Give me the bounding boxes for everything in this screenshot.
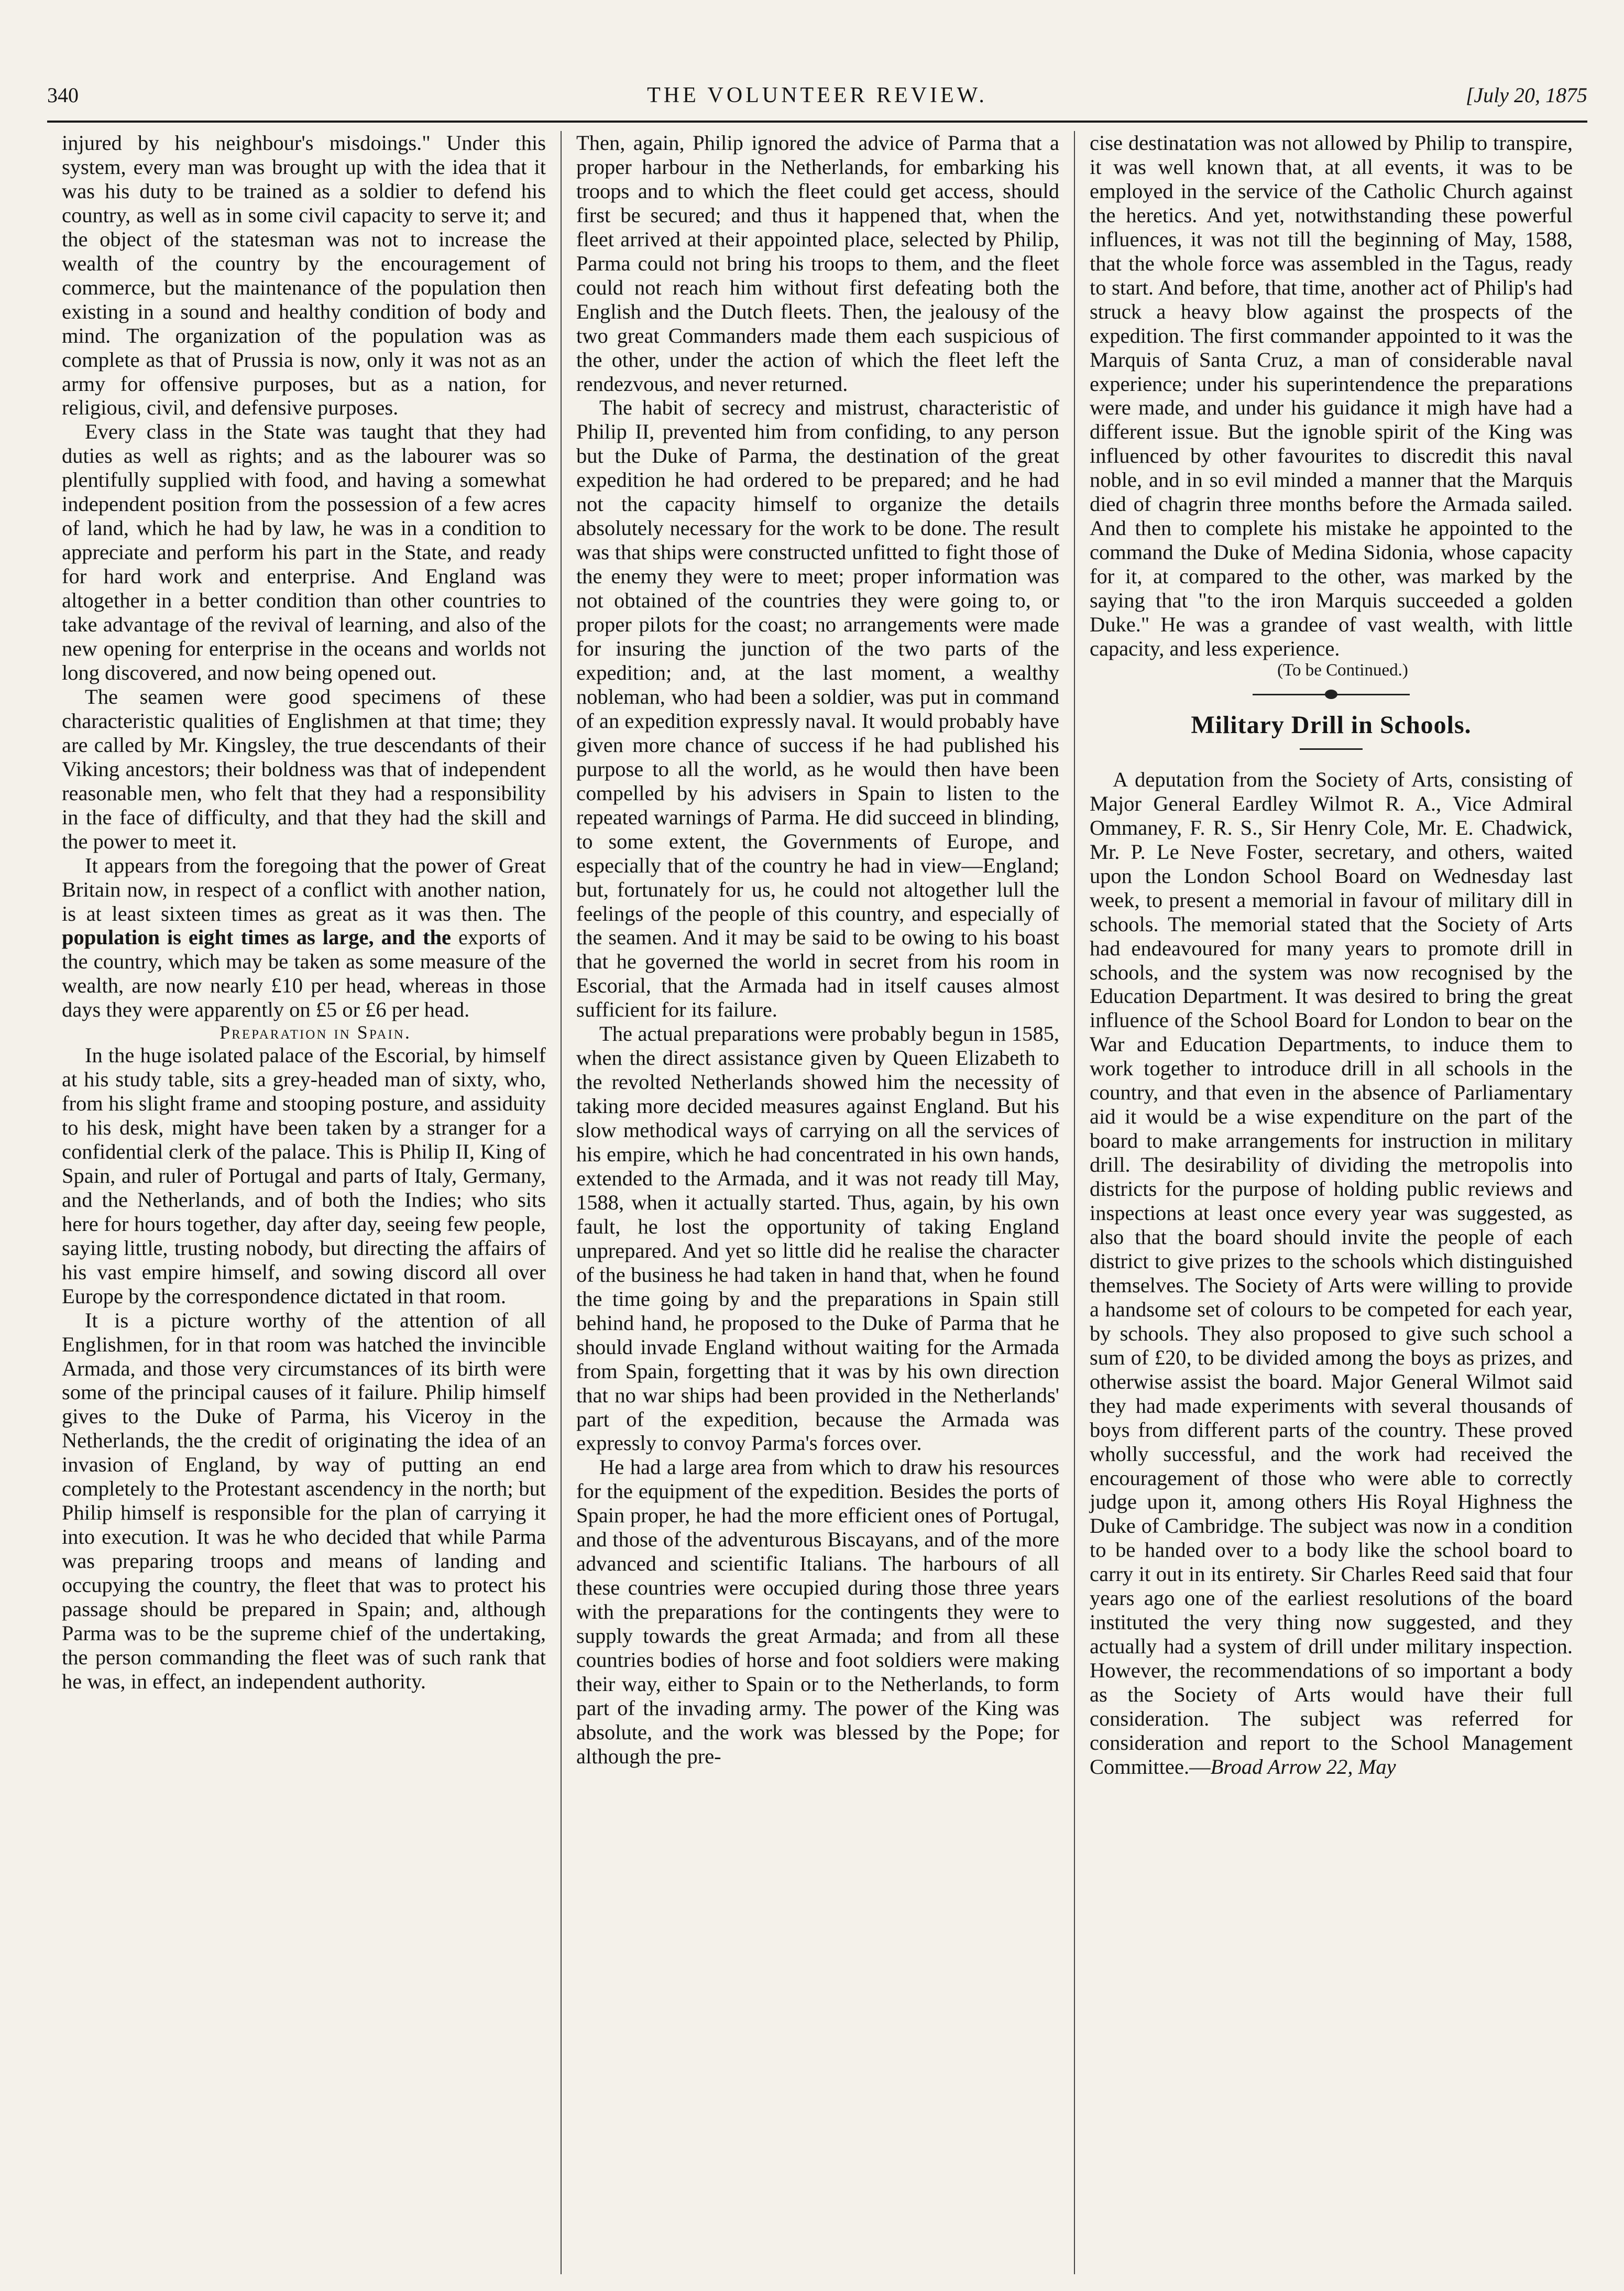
page-header [47, 79, 1587, 123]
paragraph: injured by his neighbour's misdoings." Under this system, every man was brought up with the idea that it was his duty to be trained as a soldier to defend his country, as well as in some civil capacity to serve it; and the object of the statesman was not to increase the wealth of the country by the encouragement of commerce, but the maintenance of the population then existing in a sound and healthy condition of body and mind. The organization of the population was as complete as that of Prussia is now, only it was not as an army for offensive purposes, but as a nation, for religious, civil, and defensive purposes. [62, 131, 546, 420]
ornamental-divider [1253, 694, 1410, 695]
paragraph: It is a picture worthy of the attention of all Englishmen, for in that room was hatched the invincible Armada, and those very circumstances of its birth were some of the principal causes of it failure. Philip himself gives to the Duke of Parma, his Viceroy in the Netherlands, the the credit of originating the idea of an invasion of England, by way of putting an end completely to the Protestant ascendency in the north; but Philip himself is responsible for the plan of carrying it into execution. It was he who decided that while Parma was preparing troops and means of landing and occupying the country, the fleet that was to protect his passage should be prepared in Spain; and, although Parma was to be the supreme chief of the undertaking, the person commanding the fleet was of such rank that he was, in effect, an independent authority. [62, 1308, 546, 1693]
paragraph: In the huge isolated palace of the Escorial, by himself at his study table, sits a grey-headed man of sixty, who, from his slight frame and stooping posture, and assiduity to his desk, might have been taken by a stranger for a confidential clerk of the palace. This is Philip II, King of Spain, and ruler of Portugal and parts of Italy, Germany, and the Netherlands, and of both the Indies; who sits here for hours together, day after day, seeing few people, saying little, trusting nobody, but directing the affairs of his vast empire himself, and sowing discord all over Europe by the correspondence dictated in that room. [62, 1043, 546, 1308]
paragraph-text: It appears from the foregoing that the power of Great Britain now, in respect of a conflict with another nation, is at least sixteen times as great as it was then. The [62, 853, 546, 925]
issue-date: [July 20, 1875 [1465, 83, 1587, 107]
source-citation: Broad Arrow 22, May [1210, 1754, 1396, 1779]
paragraph-text: exports of the country, which may be taken as some measure of the wealth, are now nearly £10 per head, whereas in those days they were apparently on £5 or £6 per head. [62, 925, 546, 1022]
article-title: Military Drill in Schools. [1191, 711, 1472, 739]
journal-title: THE VOLUNTEER REVIEW. [647, 83, 987, 107]
page-number: 340 [47, 83, 79, 107]
paragraph: Every class in the State was taught that they had duties as well as rights; and as the labourer was so plentifully supplied with food, and having a somewhat independent position from the possession of a few acres of land, which he had by law, he was in a condition to appreciate and perform his part in the State, and ready for hard work and enterprise. And England was altogether in a better condition than other countries to take advantage of the revival of learning, and also of the new opening for enterprise in the oceans and worlds not long discovered, and now being opened out. [62, 420, 546, 684]
paragraph: The habit of secrecy and mistrust, characteristic of Philip II, prevented him from confiding, to any person but the Duke of Parma, the destination of the great expedition he had ordered to be prepared; and he had not the capacity himself to organize the details absolutely necessary for the work to be done. The result was that ships were constructed unfitted to fight those of the enemy they were to meet; proper information was not obtained of the countries they were going to, or proper pilots for the coast; no arrangements were made for insuring the junction of the two parts of the expedition; and, at the last moment, a wealthy nobleman, who had been a soldier, was put in command of an expedition expressly naval. It would probably have given more chance of success if he had published his purpose to all the world, as he would then have been compelled by his advisers in Spain to listen to the repeated warnings of Parma. He did succeed in blinding, to some extent, the Governments of Europe, and especially that of the country he had in view—England; but, fortunately for us, he could not altogether lull the feelings of the people of this country, and especially of the seamen. And it may be said to be owing to his boast that he governed the world in secret from his room in Escorial, that the Armada had in itself causes almost sufficient for its failure. [576, 396, 1059, 1022]
section-heading: Preparation in Spain. [220, 1022, 411, 1043]
paragraph: cise destinatation was not allowed by Philip to transpire, it was well known that, at all events, it was to be employed in the service of the Catholic Church against the heretics. And yet, notwithstanding these powerful influences, it was not till the beginning of May, 1588, that the whole force was assembled in the Tagus, ready to start. And before, that time, another act of Philip's had struck a heavy blow against the prospects of the expedition. The first commander appointed to it was the Marquis of Santa Cruz, a man of considerable naval experience; under his superintendence the preparations were made, and under his guidance it migh have had a different issue. But the ignoble spirit of the King was influenced by other favourites to discredit this naval noble, and in so evil minded a manner that the Marquis died of chagrin three months before the Armada sailed. And then to complete his mistake he appointed to the command the Duke of Medina Sidonia, whose capacity for it, at compared to the other, was marked by the saying that "to the iron Marquis succeeded a golden Duke." He was a grandee of vast wealth, with little capacity, and less experience. [1090, 131, 1573, 661]
article-columns [47, 131, 1587, 2274]
paragraph [62, 854, 546, 1022]
continued-note: (To be Continued.) [1277, 660, 1408, 680]
emphasis-text: population is eight times as large, and the [62, 925, 451, 950]
column-1 [47, 131, 561, 2274]
column-3 [1074, 131, 1587, 2274]
paragraph [1090, 768, 1573, 1779]
paragraph: The seamen were good specimens of these characteristic qualities of Englishmen at that time; they are called by Mr. Kingsley, the true descendants of their Viking ancestors; their boldness was that of independent reasonable men, who felt that they had a responsibility in the face of difficulty, and that they had the skill and the power to meet it. [62, 684, 546, 853]
title-rule [1300, 748, 1363, 750]
paragraph: Then, again, Philip ignored the advice of Parma that a proper harbour in the Netherlands, for embarking his troops and to which the fleet could get access, should first be secured; and thus it happened that, when the fleet arrived at their appointed place, selected by Philip, Parma could not bring his troops to them, and the fleet could not reach him without first defeating both the English and the Dutch fleets. Then, the jealousy of the two great Commanders made them each suspicious of the other, under the action of which the fleet left the rendezvous, and never returned. [576, 131, 1059, 396]
column-2 [561, 131, 1074, 2274]
paragraph: The actual preparations were probably begun in 1585, when the direct assistance given by Queen Elizabeth to the revolted Netherlands showed him the necessity of taking more decided measures against England. But his slow methodical ways of carrying on all the services of his empire, which he had concentrated in his own hands, extended to the Armada, and it was not ready till May, 1588, when it actually started. Thus, again, by his own fault, he lost the opportunity of taking England unprepared. And yet so little did he realise the character of the business he had taken in hand that, when he found the time going by and the preparations in Spain still behind hand, he proposed to the Duke of Parma that he should invade England without waiting for the Armada from Spain, forgetting that it was by his own direction that no war ships had been provided in the Netherlands' part of the expedition, because the Armada was expressly to convoy Parma's forces over. [576, 1022, 1059, 1455]
paragraph-text: A deputation from the Society of Arts, consisting of Major General Eardley Wilmot R. A., Vice Admiral Ommaney, F. R. S., Sir Henry Cole, Mr. E. Chadwick, Mr. P. Le Neve Foster, secretary, and others, waited upon the London School Board on Wednesday last week, to present a memorial in favour of military dill in schools. The memorial stated that the Society of Arts had endeavoured for many years to promote drill in schools, and the system was now recognised by the Education Department. It was desired to bring the great influence of the School Board for London to bear on the War and Education Departments, to induce them to work together to introduce drill in all schools in the country, and that even in the absence of Parliamentary aid it would be a wise expenditure on the part of the board to make arrangements for instruction in military drill. The desirability of dividing the metropolis into districts for the purpose of holding public reviews and inspections at least once every year was suggested, as also that the board should invite the people of each district to give prizes to the schools which distinguished themselves. The Society of Arts were willing to provide a handsome set of colours to be competed for each year, by schools. They also proposed to give such school a sum of £20, to be divided among the boys as prizes, and otherwise assist the board. Major General Wilmot said they had made experiments with several thousands of boys from different parts of the country. These proved wholly successful, and the work had received the encouragement of those who were able to correctly judge upon it, among others His Royal Highness the Duke of Cambridge. The subject was now in a condition to be handed over to a body like the school board to carry it out in its entirety. Sir Charles Reed said that four years ago one of the earliest resolutions of the board instituted the very thing now suggested, and they actually had a system of drill under military inspection. However, the recommendations of so important a body as the Society of Arts would have their full consideration. The subject was referred for consideration and report to the School Management Committee.— [1090, 767, 1573, 1779]
paragraph: He had a large area from which to draw his resources for the equipment of the expedition. Besides the ports of Spain proper, he had the more efficient ones of Portugal, and those of the adventurous Biscayans, and of the more advanced and scientific Italians. The harbours of all these countries were occupied during those three years with the preparations for the contingents they were to supply towards the great Armada; and from all these countries bodies of horse and foot soldiers were making their way, either to Spain or to the Netherlands, to form part of the invading army. The power of the King was absolute, and the work was blessed by the Pope; for although the pre- [576, 1455, 1059, 1768]
